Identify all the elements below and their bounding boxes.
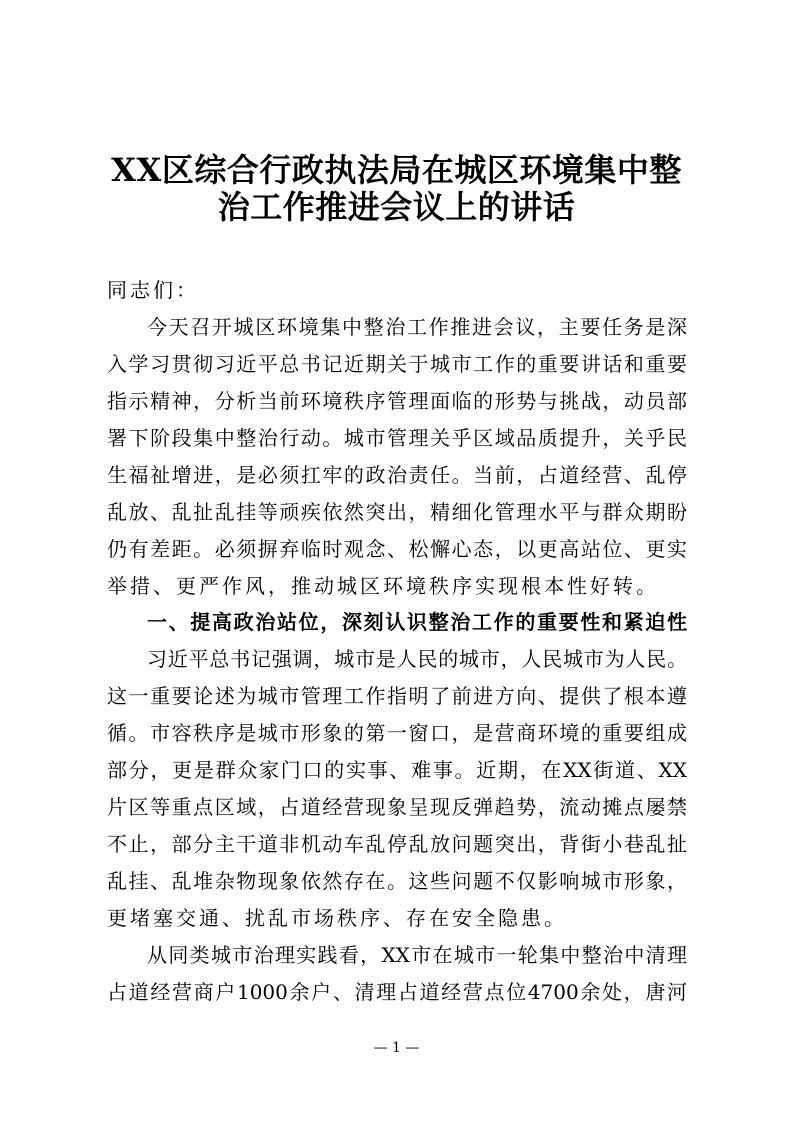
body-line: 占道经营商户1000余户、清理占道经营点位4700余处，唐河 bbox=[107, 980, 687, 1004]
body-line: 指示精神，分析当前环境秩序管理面临的形势与挑战，动员部 bbox=[107, 389, 687, 413]
body-line: 部分，更是群众家门口的实事、难事。近期，在XX街道、XX bbox=[107, 758, 687, 782]
body-line: 入学习贯彻习近平总书记近期关于城市工作的重要讲话和重要 bbox=[107, 352, 687, 376]
body-line: 乱放、乱扯乱挂等顽疾依然突出，精细化管理水平与群众期盼 bbox=[107, 500, 687, 524]
body-line: 署下阶段集中整治行动。城市管理关乎区域品质提升，关乎民 bbox=[107, 426, 687, 450]
body-line: 不止，部分主干道非机动车乱停乱放问题突出，背街小巷乱扯 bbox=[107, 832, 687, 856]
body-line: 举措、更严作风，推动城区环境秩序实现根本性好转。 bbox=[107, 574, 659, 598]
section-heading: 一、提高政治站位，深刻认识整治工作的重要性和紧迫性 bbox=[147, 610, 687, 634]
body-line: 这一重要论述为城市管理工作指明了前进方向、提供了根本遵 bbox=[107, 684, 687, 708]
body-line: 片区等重点区域，占道经营现象呈现反弹趋势，流动摊点屡禁 bbox=[107, 795, 687, 819]
salutation: 同志们： bbox=[107, 278, 199, 302]
body-line: 习近平总书记强调，城市是人民的城市，人民城市为人民。 bbox=[147, 647, 687, 671]
body-line: 循。市容秩序是城市形象的第一窗口，是营商环境的重要组成 bbox=[107, 721, 687, 745]
body-line: 更堵塞交通、扰乱市场秩序、存在安全隐患。 bbox=[107, 906, 567, 930]
body-line: 今天召开城区环境集中整治工作推进会议，主要任务是深 bbox=[147, 315, 687, 339]
document-title-line-1: XX区综合行政执法局在城区环境集中整 bbox=[111, 151, 682, 189]
body-line: 从同类城市治理实践看，XX市在城市一轮集中整治中清理 bbox=[147, 943, 687, 967]
body-line: 仍有差距。必须摒弃临时观念、松懈心态，以更高站位、更实 bbox=[107, 537, 687, 561]
body-line: 生福祉增进，是必须扛牢的政治责任。当前，占道经营、乱停 bbox=[107, 463, 687, 487]
page-number: — 1 — bbox=[373, 1040, 420, 1056]
body-line: 乱挂、乱堆杂物现象依然存在。这些问题不仅影响城市形象， bbox=[107, 869, 687, 893]
document-title-line-2: 治工作推进会议上的讲话 bbox=[217, 188, 576, 226]
